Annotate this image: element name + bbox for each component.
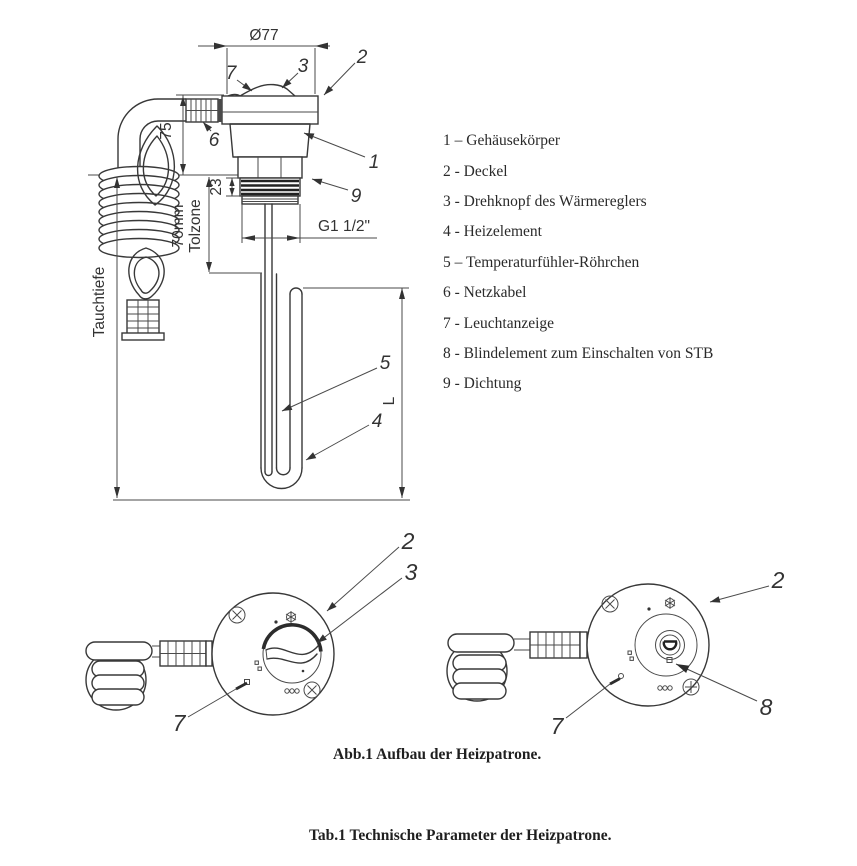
legend-item: 5 – Temperaturfühler-Röhrchen [443,253,640,271]
callout-cover: 2 [771,567,785,593]
callout-knob: 3 [404,559,418,585]
dim-immersion-depth-label: Tauchtiefe [91,266,108,338]
gasket [240,178,300,196]
sensor-tube [265,204,272,472]
callout-light: 7 [225,63,237,84]
dim-gasket-height-label: 23 [208,178,225,196]
callout-cover: 2 [401,528,415,554]
legend-item: 6 - Netzkabel [443,284,527,302]
thread [242,196,298,204]
dim-thread-label: G1 1/2" [318,218,371,235]
callout-light: 7 [550,713,564,739]
cover-band [222,96,318,124]
left-view-gland [160,641,212,666]
legend [443,126,713,400]
dim-deadzone-value-label: 70mm [170,204,187,248]
right-view-plug [447,634,514,701]
legend-item: 2 - Deckel [443,162,508,180]
legend-item: 8 - Blindelement zum Einschalten von STB [443,344,714,362]
right-view-gland [530,632,587,658]
callout-gasket: 9 [350,186,362,207]
callout-cable: 6 [208,130,220,151]
knob-dome [240,85,295,96]
callout-sensor-tube: 5 [379,353,391,374]
right-top-view [447,567,785,739]
left-top-view [86,528,418,736]
screw-icon [683,679,699,695]
callout-knob: 3 [297,56,309,77]
dim-cable-height-label: 75 [158,122,175,140]
callout-element: 4 [371,411,383,432]
callout-light: 7 [172,710,186,736]
legend-item: 7 - Leuchtanzeige [443,314,555,332]
dial-dot [647,607,650,610]
head-assembly [186,85,318,204]
dim-element-length-label: L [381,396,398,406]
legend-item: 4 - Heizelement [443,223,542,241]
heating-element-tube [261,204,302,488]
legend-item: 3 - Drehknopf des Wärmereglers [443,192,647,210]
callout-cover: 2 [356,47,368,68]
legend-item: 1 – Gehäusekörper [443,132,561,150]
housing-body [230,124,310,178]
callout-housing: 1 [368,152,380,173]
figure-caption: Abb.1 Aufbau der Heizpatrone. [333,746,542,763]
main-drawing [88,27,410,500]
table-caption: Tab.1 Technische Parameter der Heizpatrone. [309,827,612,844]
dim-diameter-label: Ø77 [249,27,279,44]
cable-plug [122,300,164,340]
left-view-plug [86,642,152,710]
callout-blind-element: 8 [759,694,773,720]
dial-dot [274,620,277,623]
cable-gland [186,99,222,122]
legend-item: 9 - Dichtung [443,375,522,393]
dim-deadzone-name-label: Tolzone [187,199,204,253]
